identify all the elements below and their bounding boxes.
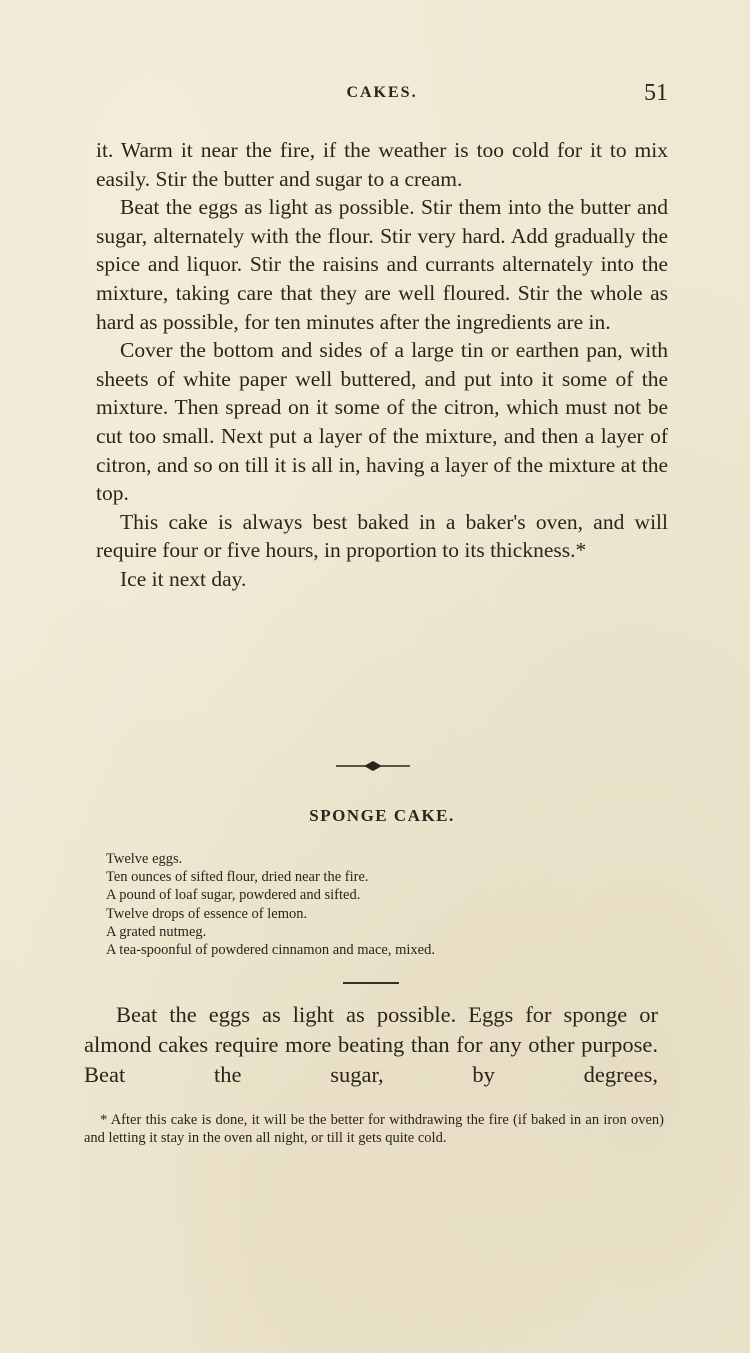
ingredient-item: A tea-spoonful of powdered cinnamon and mace, mixed.: [106, 942, 435, 959]
short-rule: [343, 982, 399, 984]
ornament-divider: [336, 758, 410, 774]
recipe-instructions: [84, 1000, 658, 1090]
ingredient-item: Twelve drops of essence of lemon.: [106, 905, 308, 922]
paragraph: Beat the eggs as light as possible. Eggs for sponge or almond cakes require more beating than for any other purpose. Beat the sugar, by degrees,: [84, 1002, 658, 1087]
paragraph: This cake is always best baked in a baker's oven, and will require four or five hours, in proportion to its thickness.*: [96, 509, 668, 563]
footnote-text: * After this cake is done, it will be the better for withdrawing the fire (if baked in an iron oven) and letting it stay in the oven all night, or till it gets quite cold.: [84, 1112, 664, 1146]
paragraph: it. Warm it near the fire, if the weather is too cold for it to mix easily. Stir the butter and sugar to a cream.: [96, 138, 668, 191]
ingredient-item: A pound of loaf sugar, powdered and sifted.: [106, 887, 361, 904]
paragraph: Beat the eggs as light as possible. Stir them into the butter and sugar, alternately with the flour. Stir very hard. Add gradually the spice and liquor. Stir the raisins and currants alternately into the mixture, taking care that they are well floured. Stir the whole as hard as possible, for ten minutes after the ingredients are in.: [96, 195, 668, 334]
page-number: 51: [644, 80, 668, 106]
body-text: [96, 136, 668, 594]
paragraph: Cover the bottom and sides of a large tin or earthen pan, with sheets of white paper well buttered, and put into it some of the mixture. Then spread on it some of the citron, which must not be cut too small. Next put a layer of the mixture, and then a layer of citron, and so on till it is all in, having a layer of the mixture at the top.: [96, 338, 668, 506]
paragraph: Ice it next day.: [120, 566, 247, 591]
ingredient-list: [106, 850, 666, 959]
ingredient-item: Ten ounces of sifted flour, dried near the fire.: [106, 869, 369, 886]
footnote: [84, 1112, 664, 1147]
ingredient-item: Twelve eggs.: [106, 851, 183, 867]
section-title: CAKES.: [346, 84, 418, 101]
recipe-title: SPONGE CAKE.: [309, 806, 455, 825]
running-head: [96, 80, 668, 110]
ingredient-item: A grated nutmeg.: [106, 923, 207, 940]
